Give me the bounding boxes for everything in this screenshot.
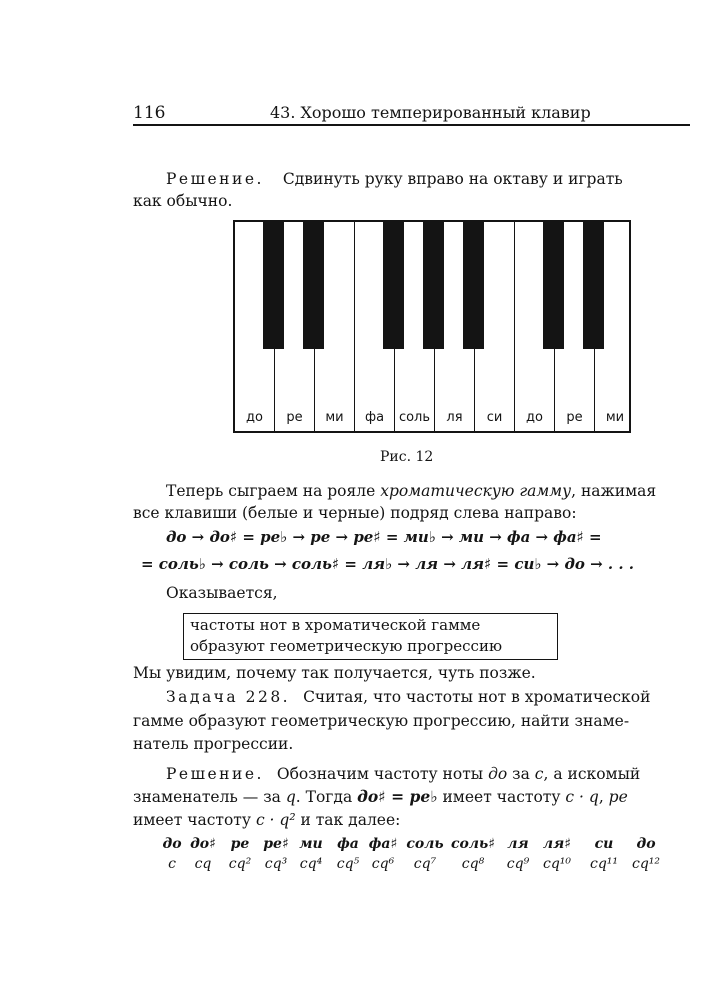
figure-caption: Рис. 12 (380, 449, 434, 465)
table-note: до (636, 836, 656, 852)
table-frequency: cq³ (264, 856, 288, 872)
black-key (383, 222, 404, 349)
problem-line1 (166, 686, 650, 708)
black-key (423, 222, 444, 349)
table-frequency: cq¹¹ (589, 856, 619, 872)
solution2-line2: знаменатель — за q. Тогда до♯ = ре♭ имеет частоту c · q, ре (133, 787, 628, 806)
black-key (583, 222, 604, 349)
white-key-label: фа (364, 410, 385, 425)
black-key (463, 222, 484, 349)
table-note: ре (230, 836, 250, 852)
running-header-title: 43. Хорошо темперированный клавир (270, 103, 591, 122)
solution1-label: Решение. (166, 170, 264, 188)
table-frequency: cq⁸ (461, 856, 485, 872)
white-key-label: до (526, 410, 543, 425)
table-frequency: cq⁷ (413, 856, 437, 872)
table-note: соль (406, 836, 444, 852)
boxed-line2: образуют геометрическую прогрессию (190, 637, 502, 655)
problem-label: Задача 228. (166, 688, 291, 706)
white-key-label: до (246, 410, 263, 425)
piano-keyboard-figure (233, 220, 631, 433)
table-note: до♯ (190, 836, 216, 852)
table-frequency: cq² (228, 856, 252, 872)
table-frequency: cq⁶ (371, 856, 395, 872)
solution1-line1 (166, 168, 623, 190)
white-key-label: ми (325, 410, 344, 425)
white-key-label: ми (605, 410, 625, 425)
solution2-label: Решение. (166, 765, 264, 783)
para1-line2: все клавиши (белые и черные) подряд слева направо: (133, 504, 577, 522)
para1-line1 (166, 480, 656, 502)
page-number: 116 (133, 103, 166, 123)
problem-text1: Считая, что частоты нот в хроматической (303, 688, 651, 706)
boxed-line1: частоты нот в хроматической гамме (190, 616, 481, 634)
problem-line2: гамме образуют геометрическую прогрессию, найти знаме- (133, 712, 630, 730)
white-key-label: си (486, 410, 503, 425)
white-key-label: ре (566, 410, 583, 425)
table-note: соль♯ (450, 836, 496, 852)
table-note: фа♯ (368, 836, 398, 852)
white-key-label: соль (398, 410, 431, 425)
table-frequency: cq⁴ (299, 856, 323, 872)
table-note: ля (507, 836, 529, 852)
table-frequency: c (168, 856, 176, 872)
chromatic-scale-term: хроматическую гамму (380, 482, 572, 500)
black-key (263, 222, 284, 349)
table-note: до (162, 836, 182, 852)
header-rule (133, 124, 690, 126)
table-frequency: cq⁵ (336, 856, 360, 872)
turns-out: Оказывается, (166, 584, 278, 602)
table-frequency: cq⁹ (506, 856, 530, 872)
table-frequency: cq (194, 856, 212, 872)
solution1-text1: Сдвинуть руку вправо на октаву и играть (282, 170, 623, 188)
table-note: ля♯ (542, 836, 572, 852)
black-key (543, 222, 564, 349)
para1-text-end: , нажимая (571, 482, 657, 500)
solution2-line1 (166, 763, 640, 785)
sequence-line1: до → до♯ = ре♭ → ре → ре♯ = ми♭ → ми → фа → фа♯ = (166, 528, 602, 546)
sequence-line2: = соль♭ → соль → соль♯ = ля♭ → ля → ля♯ = си♭ → до → . . . (141, 555, 635, 573)
table-note: фа (337, 836, 359, 852)
table-frequency: cq¹² (631, 856, 661, 872)
table-note: ми (299, 836, 323, 852)
black-key (303, 222, 324, 349)
table-note: ре♯ (263, 836, 289, 852)
para1-text: Теперь сыграем на рояле (166, 482, 381, 500)
solution2-line3: имеет частоту c · q² и так далее: (133, 811, 401, 829)
boxed-statement (183, 613, 558, 660)
solution1-line2: как обычно. (133, 192, 233, 210)
solution2-text1: Обозначим частоту ноты до за c, а искомый (276, 765, 641, 783)
para2: Мы увидим, почему так получается, чуть позже. (133, 664, 536, 682)
white-key-label: ля (446, 410, 463, 425)
table-frequency: cq¹⁰ (542, 856, 572, 872)
problem-line3: натель прогрессии. (133, 735, 294, 753)
table-note: си (594, 836, 614, 852)
white-key-label: ре (286, 410, 303, 425)
